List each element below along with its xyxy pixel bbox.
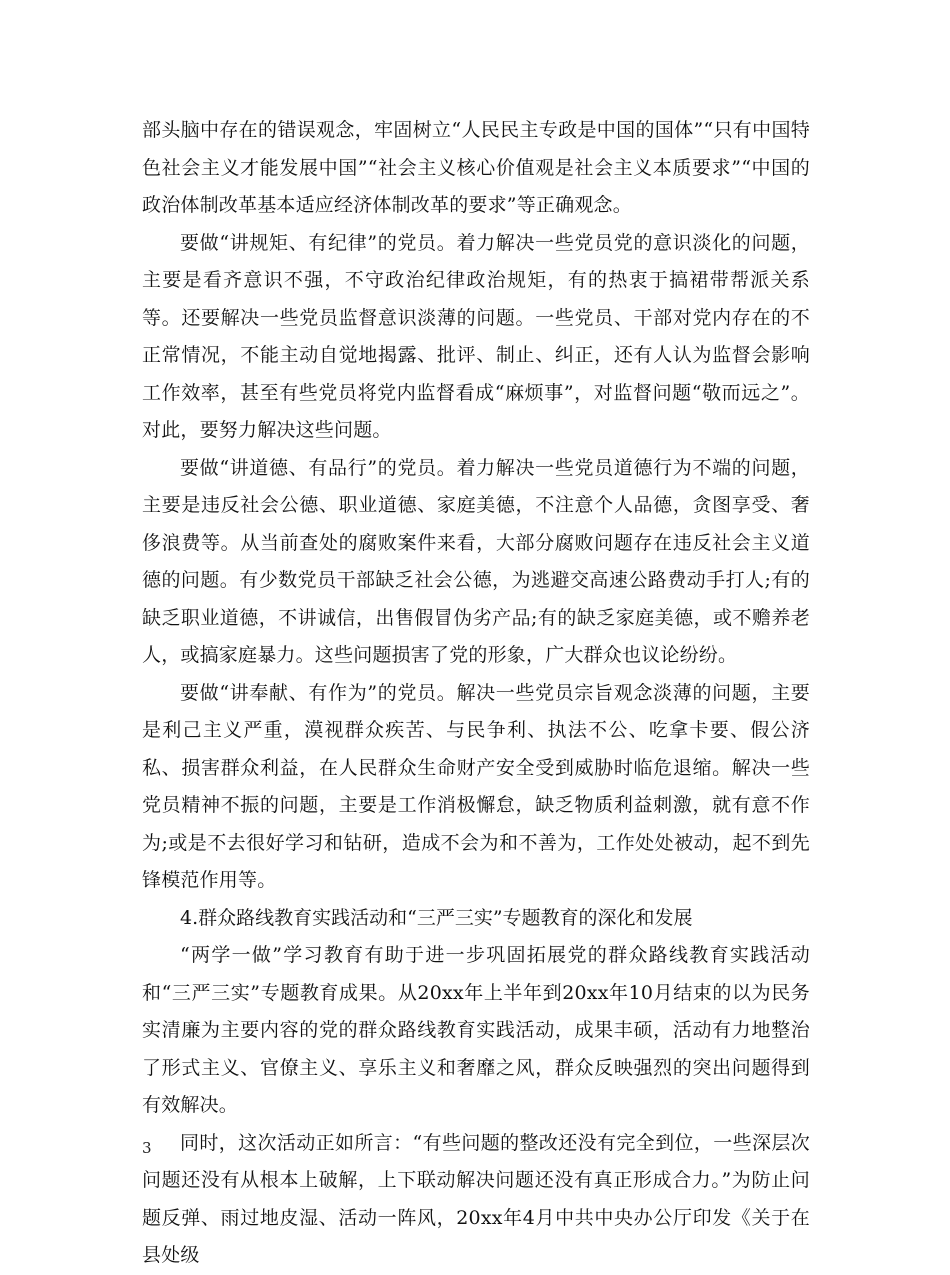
paragraph-rules-discipline: 要做“讲规矩、有纪律”的党员。着力解决一些党员党的意识淡化的问题，主要是看齐意识不强，不守政治纪律政治规矩，有的热衷于搞裙带帮派关系等。还要解决一些党员监督意识淡薄的问题。一些党员、干部对党内存在的不正常情况，不能主动自觉地揭露、批评、制止、纠正，还有人认为监督会影响工作效率，甚至有些党员将党内监督看成“麻烦事”，对监督问题“敬而远之”。对此，要努力解决这些问题。 xyxy=(142,231,810,441)
paragraph-dedication-action: 要做“讲奉献、有作为”的党员。解决一些党员宗旨观念淡薄的问题，主要是利己主义严重，漠视群众疾苦、与民争利、执法不公、吃拿卡要、假公济私、损害群众利益，在人民群众生命财产安全受到威胁时临危退缩。解决一些党员精神不振的问题，主要是工作消极懈怠，缺乏物质利益刺激，就有意不作为;或是不去很好学习和钻研，造成不会为和不善为，工作处处被动，起不到先锋模范作用等。 xyxy=(142,681,810,891)
paragraph-continued: 部头脑中存在的错误观念，牢固树立“人民民主专政是中国的国体”“只有中国特色社会主义才能发展中国”“社会主义核心价值观是社会主义本质要求”“中国的政治体制改革基本适应经济体制改革的要求”等正确观念。 xyxy=(142,119,810,216)
paragraph-morality-conduct: 要做“讲道德、有品行”的党员。着力解决一些党员道德行为不端的问题，主要是违反社会公德、职业道德、家庭美德，不注意个人品德，贪图享受、奢侈浪费等。从当前查处的腐败案件来看，大部分腐败问题存在违反社会主义道德的问题。有少数党员干部缺乏社会公德，为逃避交高速公路费动手打人;有的缺乏职业道德，不讲诚信，出售假冒伪劣产品;有的缺乏家庭美德，或不赡养老人，或搞家庭暴力。这些问题损害了党的形象，广大群众也议论纷纷。 xyxy=(142,456,810,666)
section-heading: 4.群众路线教育实践活动和“三严三实”专题教育的深化和发展 xyxy=(180,906,693,929)
document-body xyxy=(142,112,810,1275)
paragraph-meanwhile: 同时，这次活动正如所言：“有些问题的整改还没有完全到位，一些深层次问题还没有从根本上破解，上下联动解决问题还没有真正形成合力。”为防止问题反弹、雨过地皮湿、活动一阵风，20xx年4月中共中央办公厅印发《关于在县处级 xyxy=(142,1131,810,1266)
paragraph-two-studies: “两学一做”学习教育有助于进一步巩固拓展党的群众路线教育实践活动和“三严三实”专题教育成果。从20xx年上半年到20xx年10月结束的以为民务实清廉为主要内容的党的群众路线教育实践活动，成果丰硕，活动有力地整治了形式主义、官僚主义、享乐主义和奢靡之风，群众反映强烈的突出问题得到有效解决。 xyxy=(142,944,810,1116)
page-number: 3 xyxy=(142,1139,152,1157)
